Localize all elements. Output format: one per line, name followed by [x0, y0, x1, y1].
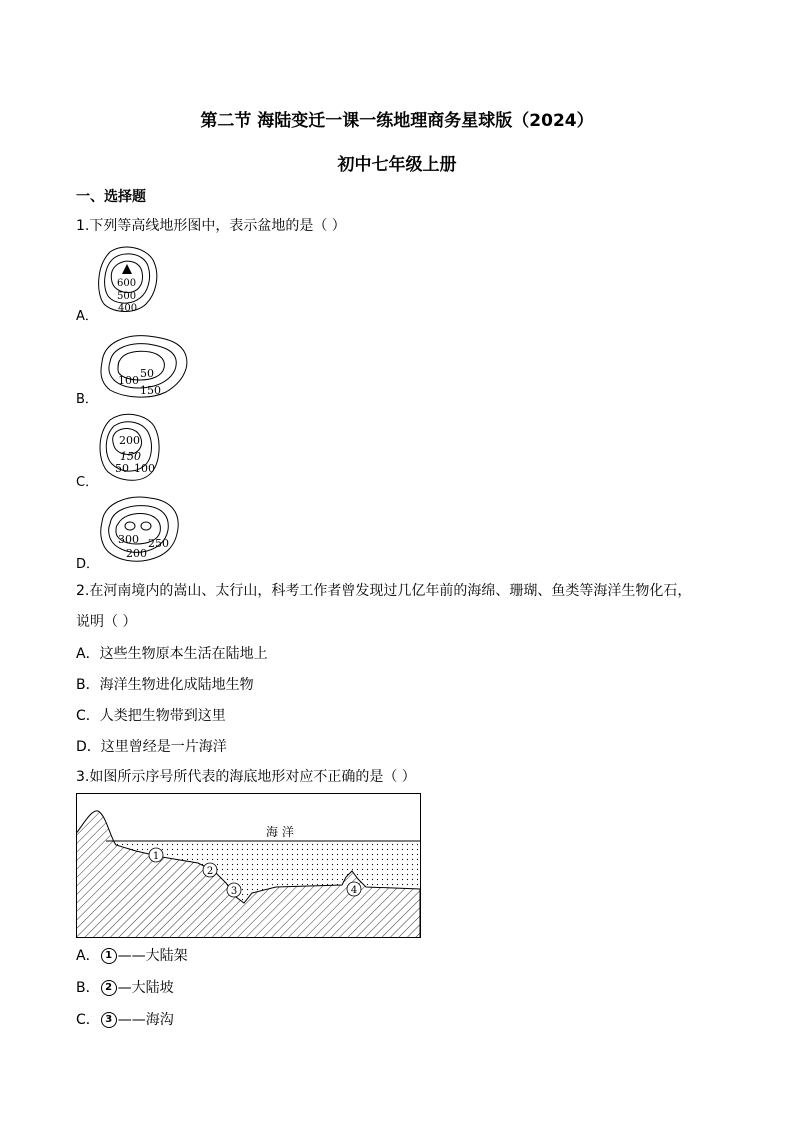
svg-text:4: 4 [350, 885, 358, 896]
section-heading: 一、选择题 [76, 189, 146, 205]
option-text: 大陆架 [145, 948, 188, 964]
question-1-stem: 1.下列等高线地形图中，表示盆地的是（ ） [76, 218, 346, 234]
q1-option-a-letter[interactable]: A． [76, 309, 98, 324]
question-3-stem: 3.如图所示序号所代表的海底地形对应不正确的是（ ） [76, 769, 416, 785]
q1-option-c-letter[interactable]: C． [76, 475, 99, 490]
sea-label: 海 洋 [266, 825, 294, 839]
circled-number: 1 [101, 948, 117, 964]
marker-2 [203, 863, 217, 877]
contour-label: 150 [140, 384, 161, 397]
contour-label: 200 [119, 434, 140, 447]
contour-label: 100 [134, 462, 155, 475]
contour-label: 500 [117, 291, 137, 302]
svg-text:3: 3 [230, 886, 238, 897]
marker-3 [227, 883, 241, 897]
question-2-stem-line1: 2.在河南境内的嵩山、太行山，科考工作者曾发现过几亿年前的海绵、珊瑚、鱼类等海洋生物化石， [76, 583, 692, 599]
q1-option-a-contour-map[interactable] [96, 244, 160, 320]
contour-label: 150 [120, 450, 141, 463]
document-subtitle: 初中七年级上册 [337, 155, 457, 175]
option-letter: B． [76, 980, 100, 996]
q3-option-a[interactable] [76, 945, 188, 965]
option-text: 大陆坡 [131, 980, 174, 996]
document-title: 第二节 海陆变迁一课一练地理商务星球版（2024） [200, 111, 594, 131]
contour-label: 100 [118, 374, 139, 387]
q2-option-a[interactable]: A．这些生物原本生活在陆地上 [76, 646, 268, 662]
q2-option-c[interactable]: C．人类把生物带到这里 [76, 708, 226, 724]
marker-1 [149, 848, 163, 862]
q3-option-c[interactable] [76, 1009, 174, 1029]
question-2-stem-line2: 说明（ ） [76, 614, 137, 630]
q1-option-d-contour-map[interactable] [96, 494, 182, 566]
q1-option-b-contour-map[interactable] [96, 332, 192, 400]
q1-option-c-contour-map[interactable] [96, 410, 166, 486]
contour-label: 50 [140, 367, 154, 380]
q3-option-b[interactable] [76, 977, 174, 997]
option-letter: A． [76, 948, 100, 964]
option-text: 海沟 [145, 1012, 174, 1028]
contour-label: 400 [118, 303, 138, 314]
circled-number: 2 [101, 980, 117, 996]
contour-label: 200 [126, 547, 147, 560]
option-letter: C． [76, 1012, 100, 1028]
contour-label: 50 [115, 462, 129, 475]
option-separator: —— [117, 1012, 146, 1028]
q2-option-d[interactable]: D．这里曾经是一片海洋 [76, 739, 227, 755]
contour-label: 600 [117, 278, 137, 289]
svg-text:1: 1 [152, 851, 160, 862]
option-separator: — [117, 980, 132, 996]
q1-option-d-letter[interactable]: D． [76, 557, 100, 572]
circled-number: 3 [101, 1012, 117, 1028]
contour-label: 300 [118, 533, 139, 546]
contour-label: 250 [148, 537, 169, 550]
option-separator: —— [117, 948, 146, 964]
svg-text:2: 2 [206, 866, 214, 877]
marker-4 [347, 882, 361, 896]
q1-option-b-letter[interactable]: B． [76, 392, 98, 407]
seafloor-profile-diagram [76, 793, 422, 939]
triangle-peak-icon [122, 264, 132, 274]
q2-option-b[interactable]: B．海洋生物进化成陆地生物 [76, 677, 254, 693]
